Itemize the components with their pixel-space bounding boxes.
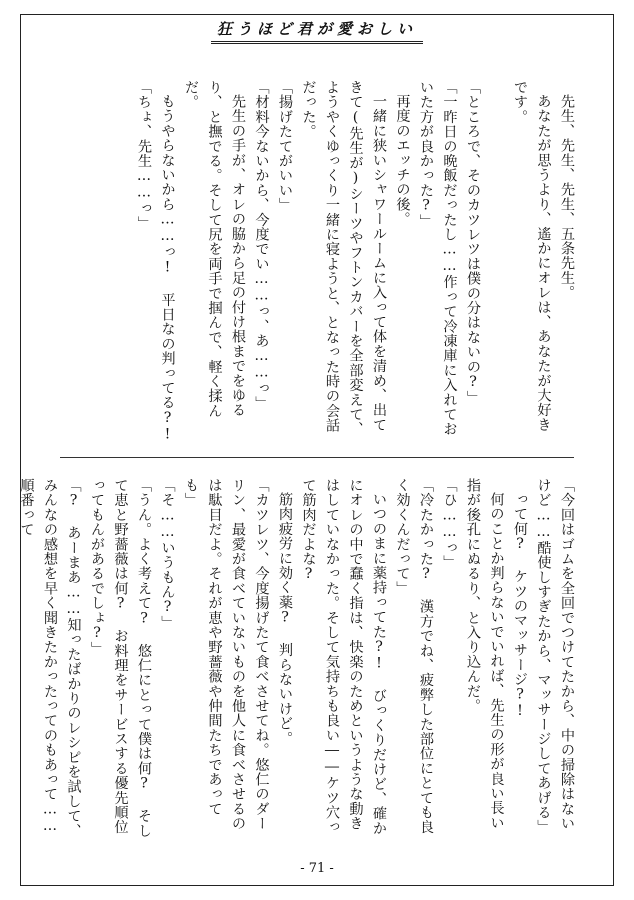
text-line: 筋肉疲労に効く薬? 判らないけど。 — [277, 492, 293, 746]
text-line: って何? ケツのマッサージ?! — [512, 492, 528, 720]
text-line: 「そ……いうもん?」 — [159, 478, 176, 631]
text-line: 「ちょ、先生……っ」 — [136, 80, 152, 231]
page-number: - 71 - — [300, 861, 334, 876]
blank-line — [484, 80, 508, 445]
text-line: 「今回はゴムを全回でつけてたから、中の掃除はないけど……酷使しすぎたから、マッサージしてあげる」 — [535, 478, 575, 835]
text-line: 「ひ……っ」 — [441, 478, 458, 570]
lower-text-block — [18, 478, 578, 838]
section-divider — [60, 457, 574, 458]
text-line: 何のことか判らないでいれば、先生の形が良い長い指が後孔にぬるり、と入り込んだ。 — [465, 478, 505, 831]
text-line: 「ところで、そのカツレツは僕の分はないの?」 — [465, 80, 481, 406]
text-line: 「冷たかった? 漢方でね、疲弊した部位にとても良く効くんだって」 — [394, 478, 434, 835]
text-line: 「カツレツ、今度揚げたて食べさせてね。悠仁のダーリン、最愛が食べていないものを他人に食べさせるのは駄目だよ。それが恵や野薔薇や仲間たちであっても」 — [183, 478, 270, 831]
upper-text-block — [78, 80, 578, 445]
text-line: 先生の手が、オレの脇から足の付け根までをゆるり、と撫でる。そして尻を両手で掴んで、軽く揉んだ。 — [183, 80, 246, 419]
text-line: あなたが思うより、遙かにオレは、あなたが大好きです。 — [512, 80, 552, 433]
running-header — [0, 18, 634, 44]
text-line: 一緒に狭いシャワールームに入って体を清め、出てきて(先生が)シーツやフトンカバーを全部変えて、ようやくゆっくり一緒に寝ようと、となった時の会話だった。 — [300, 80, 387, 437]
text-line: 「一昨日の晩飯だったし……作って冷凍庫に入れておいた方が良かった?」 — [418, 80, 458, 437]
text-line: 「揚げたてがいい」 — [277, 80, 293, 213]
book-title: 狂うほど君が愛おしい — [211, 18, 423, 44]
text-line: 「? あーまあ……知ったばかりのレシピを試して、みんなの感想を早く聞きたかったってのもあって……順番って — [18, 478, 82, 838]
text-line: もうやらないから……っ! 平日なの判ってる?! — [159, 94, 176, 444]
text-line: 再度のエッチの後。 — [394, 94, 411, 227]
text-line: 「うん。よく考えて? 悠仁にとって僕は何? そして恵と野薔薇は何? お料理をサービスする優先順位ってもんがあるでしょ?」 — [89, 478, 152, 838]
text-line: いつのまに薬持ってた?! びっくりだけど、確かにオレの中で蠢く指は、快楽のためというような動きはしていなかった。そして気持ちも良い――ケツ穴って筋肉だよな? — [300, 478, 387, 836]
text-line: 先生、先生、先生、五条先生。 — [559, 94, 575, 300]
text-line: 「材料今ないから、今度でい……っ、あ……っ」 — [253, 80, 270, 411]
